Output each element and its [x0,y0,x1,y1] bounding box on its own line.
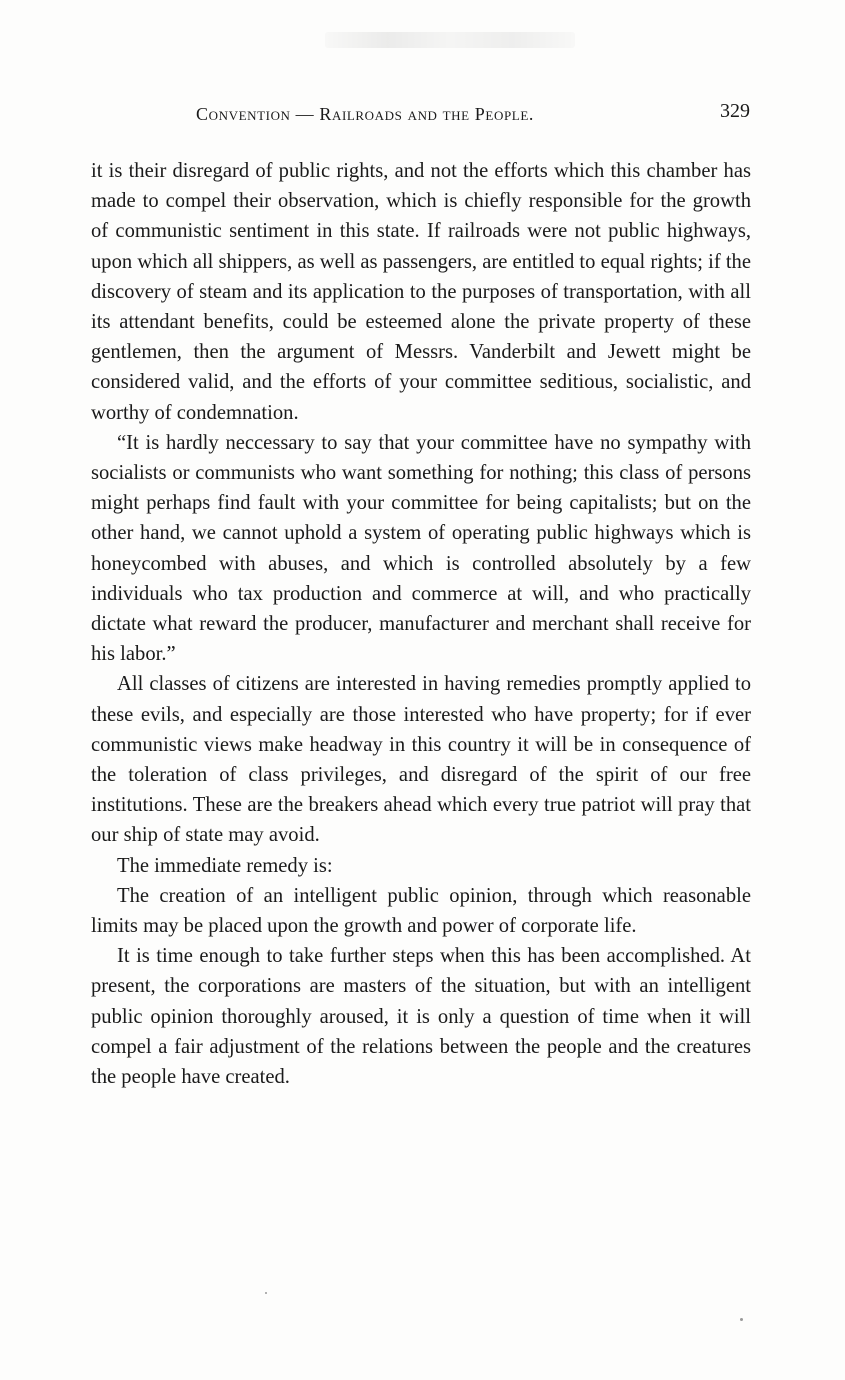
body-text [91,156,751,1092]
paragraph-classes-of-citizens: All classes of citizens are interested in having remedies promptly applied to these evils, and especially are those interested who have property; for if ever communistic views make headway in this country it will be in consequence of the toleration of class privileges, and disregard of the spirit of our free institutions. These are the breakers ahead which every true patriot will pray that our ship of state may avoid. [91,673,751,847]
running-head [96,100,752,130]
page-number: 329 [720,100,750,122]
paragraph-continued: it is their disregard of public rights, and not the efforts which this chamber has made to compel their observation, which is chiefly responsible for the growth of communistic sentiment in this state. If railroads were not public highways, upon which all shippers, as well as passengers, are entitled to equal rights; if the discovery of steam and its application to the purposes of transportation, with all its attendant benefits, could be esteemed alone the private property of these gentlemen, then the argument of Messrs. Vanderbilt and Jewett might be considered valid, and the efforts of your committee seditious, socialistic, and worthy of condemnation. [91,160,751,424]
paper-speck [265,1292,267,1294]
paragraph-quotation: “It is hardly neccessary to say that your committee have no sympathy with socialists or communists who want something for nothing; this class of persons might perhaps find fault with your committee for being capitalists; but on the other hand, we cannot uphold a system of operating public highways which is honeycombed with abuses, and which is controlled absolutely by a few individuals who tax production and commerce at will, and who practically dictate what reward the producer, manufacturer and merchant shall receive for his labor.” [91,431,751,666]
running-title: Convention — Railroads and the People. [196,104,534,124]
paragraph-creation: The creation of an intelligent public opinion, through which reasonable limits may be placed upon the growth and power of corporate life. [91,884,751,938]
paper-speck [740,1318,743,1321]
faint-library-stamp [325,32,575,48]
paragraph-further-steps: It is time enough to take further steps when this has been accomplished. At present, the corporations are masters of the situation, but with an intelligent public opinion thoroughly aroused, it is only a question of time when it will compel a fair adjustment of the relations between the people and the creatures the people have created. [91,945,751,1089]
paragraph-immediate-remedy: The immediate remedy is: [117,854,333,877]
